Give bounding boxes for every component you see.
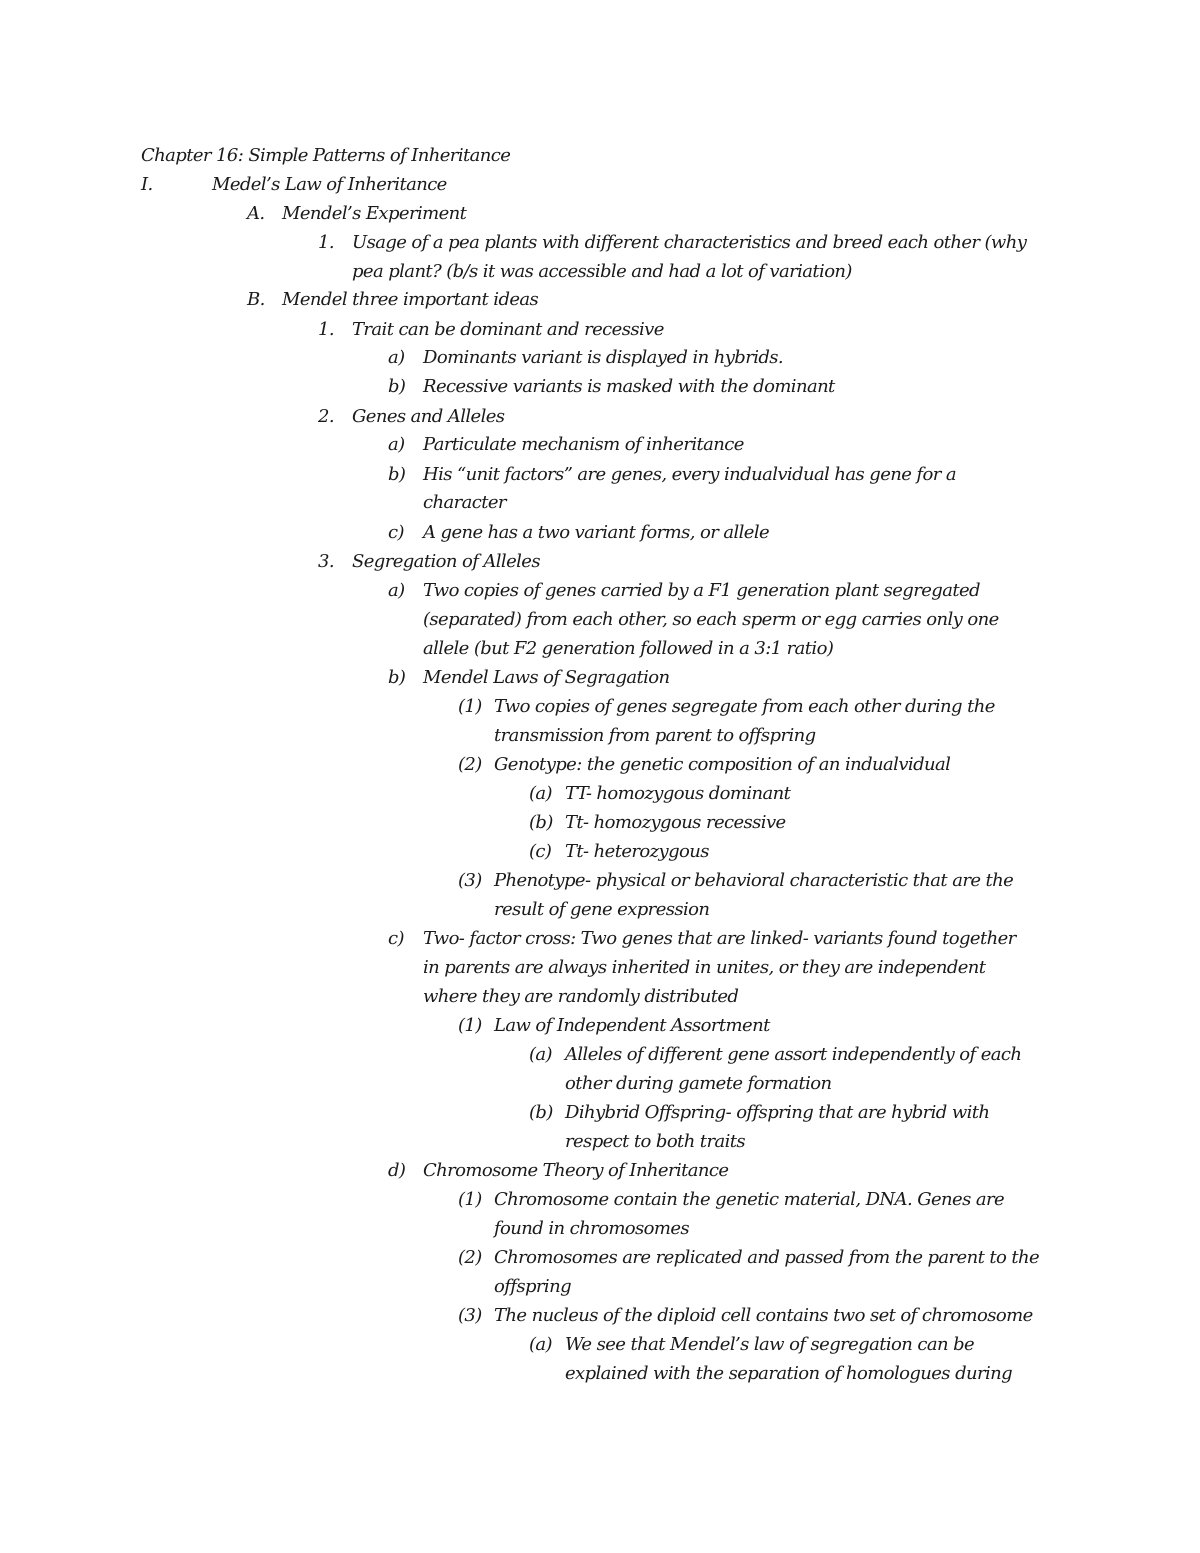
outline-line-text: Two- factor cross: Two genes that are linked- variants found together [423, 928, 1016, 949]
outline-line-text: Tt- homozygous recessive [565, 812, 786, 833]
outline-line-text: (separated) from each other, so each sperm or egg carries only one [423, 609, 999, 630]
outline-line-text: Alleles of different gene assort independently of each [565, 1044, 1022, 1065]
outline-line-text: His “unit factors” are genes, every indualvidual has gene for a [423, 464, 956, 485]
outline-line-text: explained with the separation of homologues during [565, 1363, 1013, 1384]
chapter-title: Chapter 16: Simple Patterns of Inheritance [141, 145, 511, 166]
outline-line-text: Law of Independent Assortment [494, 1015, 770, 1036]
outline-marker: 1. [318, 232, 334, 253]
outline-line-text: respect to both traits [565, 1131, 746, 1152]
outline-line-text: Mendel’s Experiment [282, 203, 467, 224]
outline-marker: (b) [529, 812, 553, 833]
outline-line-text: Dominants variant is displayed in hybrids. [423, 347, 784, 368]
outline-marker: (1) [458, 1015, 482, 1036]
outline-marker: (3) [458, 870, 482, 891]
outline-line-text: Recessive variants is masked with the dominant [423, 376, 835, 397]
outline-line-text: character [423, 492, 506, 513]
outline-marker: I. [141, 174, 153, 195]
outline-marker: (2) [458, 754, 482, 775]
outline-marker: (3) [458, 1305, 482, 1326]
outline-line-text: result of gene expression [494, 899, 710, 920]
outline-marker: (1) [458, 1189, 482, 1210]
outline-line-text: Trait can be dominant and recessive [352, 319, 664, 340]
outline-line-text: Medel’s Law of Inheritance [212, 174, 447, 195]
outline-marker: d) [388, 1160, 406, 1181]
outline-marker: b) [388, 464, 406, 485]
outline-line-text: transmission from parent to offspring [494, 725, 816, 746]
outline-line-text: Mendel Laws of Segragation [423, 667, 670, 688]
outline-line-text: pea plant? (b/s it was accessible and had a lot of variation) [352, 261, 852, 282]
outline-line-text: Tt- heterozygous [565, 841, 709, 862]
outline-line-text: Dihybrid Offspring- offspring that are hybrid with [565, 1102, 990, 1123]
outline-line-text: Chromosome contain the genetic material, DNA. Genes are [494, 1189, 1005, 1210]
outline-line-text: Chromosome Theory of Inheritance [423, 1160, 729, 1181]
outline-line-text: TT- homozygous dominant [565, 783, 791, 804]
outline-line-text: We see that Mendel’s law of segregation can be [565, 1334, 975, 1355]
outline-marker: (1) [458, 696, 482, 717]
outline-marker: (a) [529, 783, 552, 804]
outline-marker: (b) [529, 1102, 553, 1123]
outline-marker: A. [247, 203, 265, 224]
outline-marker: 3. [318, 551, 334, 572]
outline-line-text: in parents are always inherited in unites, or they are independent [423, 957, 986, 978]
outline-line-text: Particulate mechanism of inheritance [423, 434, 744, 455]
outline-line-text: allele (but F2 generation followed in a 3:1 ratio) [423, 638, 834, 659]
outline-line-text: offspring [494, 1276, 571, 1297]
outline-marker: 1. [318, 319, 334, 340]
outline-marker: 2. [318, 406, 334, 427]
outline-line-text: Genes and Alleles [352, 406, 505, 427]
outline-marker: (c) [529, 841, 552, 862]
outline-marker: a) [388, 347, 405, 368]
outline-line-text: Chromosomes are replicated and passed from the parent to the [494, 1247, 1040, 1268]
outline-line-text: Phenotype- physical or behavioral characteristic that are the [494, 870, 1014, 891]
outline-line-text: Two copies of genes carried by a F1 generation plant segregated [423, 580, 980, 601]
outline-marker: b) [388, 376, 406, 397]
outline-line-text: A gene has a two variant forms, or allele [423, 522, 770, 543]
outline-marker: (a) [529, 1334, 552, 1355]
outline-line-text: Two copies of genes segregate from each other during the [494, 696, 995, 717]
outline-marker: c) [388, 928, 404, 949]
outline-line-text: Segregation of Alleles [352, 551, 540, 572]
outline-marker: c) [388, 522, 404, 543]
outline-marker: a) [388, 434, 405, 455]
outline-marker: a) [388, 580, 405, 601]
outline-line-text: Genotype: the genetic composition of an indualvidual [494, 754, 951, 775]
outline-line-text: Usage of a pea plants with different characteristics and breed each other (why [352, 232, 1027, 253]
outline-line-text: found in chromosomes [494, 1218, 690, 1239]
outline-marker: b) [388, 667, 406, 688]
outline-line-text: where they are randomly distributed [423, 986, 739, 1007]
outline-line-text: The nucleus of the diploid cell contains two set of chromosome [494, 1305, 1033, 1326]
outline-line-text: other during gamete formation [565, 1073, 832, 1094]
outline-marker: B. [247, 289, 265, 310]
outline-marker: (a) [529, 1044, 552, 1065]
outline-marker: (2) [458, 1247, 482, 1268]
outline-line-text: Mendel three important ideas [282, 289, 539, 310]
